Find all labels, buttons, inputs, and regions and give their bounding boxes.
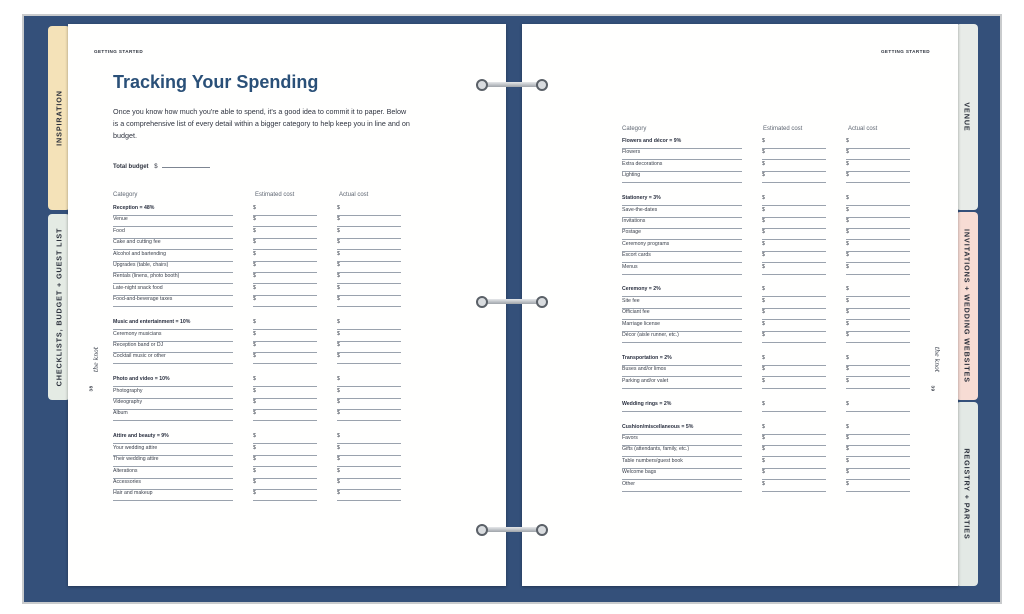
estimated-cost-field[interactable]: $ bbox=[253, 409, 317, 421]
actual-cost-field[interactable]: $ bbox=[846, 206, 910, 218]
estimated-cost-field[interactable]: $ bbox=[762, 320, 826, 332]
item-label: Welcome bags bbox=[622, 468, 742, 480]
estimated-cost-field[interactable]: $ bbox=[253, 261, 317, 273]
col-estimated-left: Estimated cost bbox=[255, 192, 295, 198]
actual-cost-field[interactable]: $ bbox=[337, 238, 401, 250]
category-label: Flowers and décor = 9% bbox=[622, 137, 742, 149]
estimated-cost-field[interactable]: $ bbox=[762, 354, 826, 366]
actual-cost-field[interactable]: $ bbox=[846, 354, 910, 366]
estimated-cost-field[interactable]: $ bbox=[253, 284, 317, 296]
item-label: Your wedding attire bbox=[113, 444, 233, 456]
estimated-cost-field[interactable]: $ bbox=[253, 272, 317, 284]
estimated-cost-field[interactable]: $ bbox=[762, 400, 826, 412]
item-label: Extra decorations bbox=[622, 160, 742, 172]
actual-cost-field[interactable]: $ bbox=[846, 285, 910, 297]
estimated-cost-field[interactable]: $ bbox=[253, 444, 317, 456]
actual-cost-field[interactable]: $ bbox=[846, 137, 910, 149]
estimated-cost-field[interactable]: $ bbox=[253, 250, 317, 262]
item-label: Other bbox=[622, 480, 742, 492]
item-label: Album bbox=[113, 409, 233, 421]
estimated-cost-field[interactable]: $ bbox=[253, 330, 317, 342]
actual-cost-field[interactable]: $ bbox=[846, 365, 910, 377]
tab-venue[interactable] bbox=[956, 24, 978, 210]
estimated-cost-field[interactable]: $ bbox=[762, 228, 826, 240]
estimated-cost-field[interactable]: $ bbox=[253, 432, 317, 444]
running-head-left: GETTING STARTED bbox=[94, 49, 144, 54]
estimated-cost-field[interactable]: $ bbox=[253, 478, 317, 490]
item-label: Ceremony musicians bbox=[113, 330, 233, 342]
actual-cost-field[interactable]: $ bbox=[337, 409, 401, 421]
item-label: Their wedding attire bbox=[113, 455, 233, 467]
estimated-cost-field[interactable]: $ bbox=[253, 215, 317, 227]
tab-registry-label: REGISTRY + PARTIES bbox=[962, 448, 972, 540]
actual-cost-field[interactable]: $ bbox=[846, 457, 910, 469]
item-label: Lighting bbox=[622, 171, 742, 183]
estimated-cost-field[interactable]: $ bbox=[762, 171, 826, 183]
actual-cost-field[interactable]: $ bbox=[337, 261, 401, 273]
actual-cost-field[interactable]: $ bbox=[846, 171, 910, 183]
item-label: Marriage license bbox=[622, 320, 742, 332]
estimated-cost-field[interactable]: $ bbox=[253, 341, 317, 353]
actual-cost-field[interactable]: $ bbox=[337, 204, 401, 216]
tab-invitations-wedding-websites[interactable] bbox=[956, 212, 978, 400]
actual-cost-field[interactable]: $ bbox=[337, 432, 401, 444]
item-label: Table numbers/guest book bbox=[622, 457, 742, 469]
actual-cost-field[interactable]: $ bbox=[337, 284, 401, 296]
estimated-cost-field[interactable]: $ bbox=[762, 240, 826, 252]
total-budget-label: Total budget bbox=[113, 164, 149, 170]
binder-ring-bottom bbox=[476, 524, 548, 536]
item-label: Flowers bbox=[622, 148, 742, 160]
item-label: Site fee bbox=[622, 297, 742, 309]
estimated-cost-field[interactable]: $ bbox=[253, 467, 317, 479]
category-label: Reception = 48% bbox=[113, 204, 233, 216]
total-budget bbox=[113, 164, 210, 170]
estimated-cost-field[interactable]: $ bbox=[762, 308, 826, 320]
estimated-cost-field[interactable]: $ bbox=[762, 445, 826, 457]
estimated-cost-field[interactable]: $ bbox=[762, 217, 826, 229]
item-label: Photography bbox=[113, 387, 233, 399]
tab-inspiration-label: INSPIRATION bbox=[54, 90, 64, 146]
total-budget-currency: $ bbox=[154, 164, 158, 170]
actual-cost-field[interactable]: $ bbox=[846, 308, 910, 320]
category-label: Stationery = 3% bbox=[622, 194, 742, 206]
estimated-cost-field[interactable]: $ bbox=[762, 263, 826, 275]
item-label: Videography bbox=[113, 398, 233, 410]
item-label: Hair and makeup bbox=[113, 489, 233, 501]
item-label: Accessories bbox=[113, 478, 233, 490]
estimated-cost-field[interactable]: $ bbox=[253, 387, 317, 399]
total-budget-line[interactable] bbox=[162, 167, 210, 168]
actual-cost-field[interactable]: $ bbox=[846, 480, 910, 492]
actual-cost-field[interactable]: $ bbox=[337, 387, 401, 399]
actual-cost-field[interactable]: $ bbox=[337, 478, 401, 490]
actual-cost-field[interactable]: $ bbox=[846, 377, 910, 389]
actual-cost-field[interactable]: $ bbox=[846, 251, 910, 263]
actual-cost-field[interactable]: $ bbox=[846, 400, 910, 412]
item-label: Reception band or DJ bbox=[113, 341, 233, 353]
item-label: Escort cards bbox=[622, 251, 742, 263]
estimated-cost-field[interactable]: $ bbox=[253, 318, 317, 330]
right-page bbox=[522, 24, 958, 586]
estimated-cost-field[interactable]: $ bbox=[762, 251, 826, 263]
actual-cost-field[interactable]: $ bbox=[337, 375, 401, 387]
item-label: Upgrades (table, chairs) bbox=[113, 261, 233, 273]
actual-cost-field[interactable]: $ bbox=[337, 489, 401, 501]
actual-cost-field[interactable]: $ bbox=[337, 341, 401, 353]
category-label: Attire and beauty = 9% bbox=[113, 432, 233, 444]
tab-invitations-label: INVITATIONS + WEDDING WEBSITES bbox=[962, 229, 972, 383]
estimated-cost-field[interactable]: $ bbox=[253, 489, 317, 501]
page-number-left: 38 bbox=[88, 385, 94, 392]
actual-cost-field[interactable]: $ bbox=[337, 352, 401, 364]
actual-cost-field[interactable]: $ bbox=[846, 240, 910, 252]
binder-ring-middle bbox=[476, 296, 548, 308]
item-label: Ceremony programs bbox=[622, 240, 742, 252]
item-label: Menus bbox=[622, 263, 742, 275]
item-label: Parking and/or valet bbox=[622, 377, 742, 389]
actual-cost-field[interactable]: $ bbox=[846, 160, 910, 172]
actual-cost-field[interactable]: $ bbox=[337, 398, 401, 410]
item-label: Alcohol and bartending bbox=[113, 250, 233, 262]
category-label: Ceremony = 2% bbox=[622, 285, 742, 297]
actual-cost-field[interactable]: $ bbox=[846, 297, 910, 309]
estimated-cost-field[interactable]: $ bbox=[762, 206, 826, 218]
estimated-cost-field[interactable]: $ bbox=[762, 160, 826, 172]
item-label: Alterations bbox=[113, 467, 233, 479]
tab-checklists-label: CHECKLISTS, BUDGET + GUEST LIST bbox=[54, 227, 64, 387]
actual-cost-field[interactable]: $ bbox=[337, 444, 401, 456]
estimated-cost-field[interactable]: $ bbox=[253, 398, 317, 410]
category-label: Wedding rings = 2% bbox=[622, 400, 742, 412]
brand-signature-left: the knot bbox=[93, 346, 101, 373]
item-label: Buses and/or limos bbox=[622, 365, 742, 377]
actual-cost-field[interactable]: $ bbox=[846, 263, 910, 275]
col-category-left: Category bbox=[113, 192, 138, 198]
item-label: Favors bbox=[622, 434, 742, 446]
item-label: Décor (aisle runner, etc.) bbox=[622, 331, 742, 343]
category-label: Transportation = 2% bbox=[622, 354, 742, 366]
estimated-cost-field[interactable]: $ bbox=[762, 480, 826, 492]
estimated-cost-field[interactable]: $ bbox=[762, 457, 826, 469]
intro-paragraph: Once you know how much you're able to spend, it's a good idea to commit it to paper. Below is a comprehensive list of every detail within a bigger category to help keep you in line and on budget. bbox=[113, 107, 410, 140]
col-actual-left: Actual cost bbox=[339, 192, 369, 198]
estimated-cost-field[interactable]: $ bbox=[762, 285, 826, 297]
actual-cost-field[interactable]: $ bbox=[846, 468, 910, 480]
estimated-cost-field[interactable]: $ bbox=[762, 137, 826, 149]
category-label: Cushion/miscellaneous = 5% bbox=[622, 423, 742, 435]
actual-cost-field[interactable]: $ bbox=[846, 445, 910, 457]
item-label: Food bbox=[113, 227, 233, 239]
tab-inspiration[interactable] bbox=[48, 26, 70, 210]
running-head-right: GETTING STARTED bbox=[880, 49, 930, 54]
estimated-cost-field[interactable]: $ bbox=[762, 468, 826, 480]
category-label: Photo and video = 10% bbox=[113, 375, 233, 387]
col-estimated-right: Estimated cost bbox=[763, 126, 803, 132]
left-page bbox=[68, 24, 506, 586]
actual-cost-field[interactable]: $ bbox=[337, 250, 401, 262]
actual-cost-field[interactable]: $ bbox=[337, 295, 401, 307]
actual-cost-field[interactable]: $ bbox=[337, 215, 401, 227]
estimated-cost-field[interactable]: $ bbox=[253, 295, 317, 307]
estimated-cost-field[interactable]: $ bbox=[253, 352, 317, 364]
actual-cost-field[interactable]: $ bbox=[846, 228, 910, 240]
actual-cost-field[interactable]: $ bbox=[846, 320, 910, 332]
item-label: Gifts (attendants, family, etc.) bbox=[622, 445, 742, 457]
binder-ring-top bbox=[476, 79, 548, 91]
actual-cost-field[interactable]: $ bbox=[846, 331, 910, 343]
brand-signature-right: the knot bbox=[933, 346, 941, 373]
actual-cost-field[interactable]: $ bbox=[846, 423, 910, 435]
item-label: Cocktail music or other bbox=[113, 352, 233, 364]
estimated-cost-field[interactable]: $ bbox=[253, 204, 317, 216]
item-label: Rentals (linens, photo booth) bbox=[113, 272, 233, 284]
item-label: Venue bbox=[113, 215, 233, 227]
item-label: Cake and cutting fee bbox=[113, 238, 233, 250]
category-label: Music and entertainment = 10% bbox=[113, 318, 233, 330]
item-label: Food-and-beverage taxes bbox=[113, 295, 233, 307]
item-label: Late-night snack food bbox=[113, 284, 233, 296]
estimated-cost-field[interactable]: $ bbox=[762, 434, 826, 446]
estimated-cost-field[interactable]: $ bbox=[762, 377, 826, 389]
item-label: Officiant fee bbox=[622, 308, 742, 320]
estimated-cost-field[interactable]: $ bbox=[762, 365, 826, 377]
actual-cost-field[interactable]: $ bbox=[337, 330, 401, 342]
item-label: Postage bbox=[622, 228, 742, 240]
estimated-cost-field[interactable]: $ bbox=[762, 423, 826, 435]
actual-cost-field[interactable]: $ bbox=[337, 272, 401, 284]
tab-checklists-budget-guest-list[interactable] bbox=[48, 214, 70, 400]
tab-venue-label: VENUE bbox=[962, 102, 972, 132]
estimated-cost-field[interactable]: $ bbox=[253, 455, 317, 467]
page-title: Tracking Your Spending bbox=[113, 72, 319, 92]
actual-cost-field[interactable]: $ bbox=[846, 217, 910, 229]
actual-cost-field[interactable]: $ bbox=[337, 318, 401, 330]
item-label: Invitations bbox=[622, 217, 742, 229]
estimated-cost-field[interactable]: $ bbox=[253, 227, 317, 239]
page-number-right: 39 bbox=[930, 385, 936, 392]
col-actual-right: Actual cost bbox=[848, 126, 878, 132]
estimated-cost-field[interactable]: $ bbox=[253, 238, 317, 250]
actual-cost-field[interactable]: $ bbox=[846, 148, 910, 160]
estimated-cost-field[interactable]: $ bbox=[762, 194, 826, 206]
tab-registry-parties[interactable] bbox=[956, 402, 978, 586]
estimated-cost-field[interactable]: $ bbox=[762, 331, 826, 343]
col-category-right: Category bbox=[622, 126, 647, 132]
actual-cost-field[interactable]: $ bbox=[337, 455, 401, 467]
estimated-cost-field[interactable]: $ bbox=[762, 148, 826, 160]
estimated-cost-field[interactable]: $ bbox=[762, 297, 826, 309]
item-label: Save-the-dates bbox=[622, 206, 742, 218]
actual-cost-field[interactable]: $ bbox=[846, 434, 910, 446]
actual-cost-field[interactable]: $ bbox=[337, 227, 401, 239]
estimated-cost-field[interactable]: $ bbox=[253, 375, 317, 387]
actual-cost-field[interactable]: $ bbox=[846, 194, 910, 206]
actual-cost-field[interactable]: $ bbox=[337, 467, 401, 479]
